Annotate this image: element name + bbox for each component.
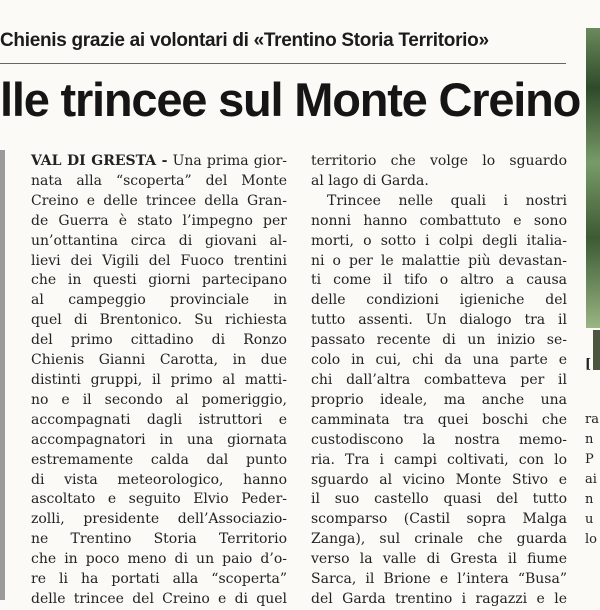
- text-line: Zanga), sul crinale che guarda: [311, 531, 567, 548]
- text-line: camminata tra quei boschi che: [311, 411, 567, 428]
- text-line: ti come il tifo o altro a causa: [311, 272, 567, 289]
- text-line: accompagnati dagli istruttori e: [31, 411, 287, 428]
- text-line: Creino e delle trincee della Gran-: [31, 192, 287, 209]
- text-line: un’ottantina circa di giovani al-: [31, 232, 287, 249]
- text-line: ria. Tra i campi coltivati, con lo: [311, 451, 567, 468]
- text-line: ni o per le malattie più devastan-: [311, 252, 567, 269]
- article-column-1: [31, 152, 287, 610]
- adjacent-article-edge: [585, 357, 600, 600]
- dateline: VAL DI GRESTA -: [31, 153, 168, 169]
- text-line: custodiscono la nostra memo-: [311, 431, 567, 448]
- text-line: scomparso (Castil sopra Malga: [311, 511, 567, 528]
- text-line: Chienis Gianni Carotta, in due: [31, 352, 287, 369]
- text-line: del Garda trentino i ragazzi e le: [311, 590, 567, 607]
- edge-fragment: ra: [585, 412, 599, 427]
- text-line: che in questi giorni partecipano: [31, 272, 287, 289]
- text-line: distinti gruppi, il primo al matti-: [31, 371, 287, 388]
- text-line: Trincee nelle quali i nostri: [327, 192, 567, 209]
- text-line: [31, 152, 287, 172]
- photo-edge: [586, 28, 600, 328]
- text-line: del primo cittadino di Ronzo: [31, 332, 287, 349]
- text-line: che in poco meno di un paio d’o-: [31, 551, 287, 568]
- edge-fragment: n: [585, 432, 594, 447]
- text-line: delle trincee del Creino e di quel: [31, 590, 287, 607]
- text-line: al lago di Garda.: [311, 172, 429, 189]
- edge-fragment: P: [585, 452, 594, 467]
- article-headline: lle trincee sul Monte Creino: [0, 73, 581, 126]
- text-line: proprio ideale, ma anche una: [311, 391, 567, 408]
- edge-fragment: u: [585, 512, 594, 527]
- text-line: nonni hanno combattuto e sono: [311, 212, 567, 229]
- left-column-rule: [0, 150, 5, 600]
- text-line: tutto assenti. Un dialogo tra il: [311, 312, 567, 329]
- text-line: nata alla “scoperta” del Monte: [31, 172, 287, 189]
- text-line: verso la valle di Gresta il fiume: [311, 551, 567, 568]
- text-line: zolli, presidente dell’Associazio-: [31, 511, 287, 528]
- text-line: colo in cui, chi da una parte e: [311, 352, 567, 369]
- edge-bracket: [: [585, 357, 592, 372]
- text-line: il suo castello quasi del tutto: [311, 491, 567, 508]
- edge-fragment: ai: [585, 472, 597, 487]
- text-line: de Guerra è stato l’impegno per: [31, 212, 287, 229]
- text-line-body: Una prima gior-: [167, 153, 287, 169]
- text-line: ascoltato e seguito Elvio Peder-: [31, 491, 287, 508]
- text-line: lievi dei Vigili del Fuoco trentini: [31, 252, 287, 269]
- text-line: di vista meteorologico, hanno: [31, 471, 287, 488]
- text-line: accompagnatori in una giornata: [31, 431, 287, 448]
- text-line: chi dall’altra combatteva per il: [311, 371, 567, 388]
- text-line: estremamente calda dal punto: [31, 451, 287, 468]
- kicker-divider: [0, 63, 566, 64]
- article-column-2: [311, 152, 567, 610]
- text-line: re li ha portati alla “scoperta”: [31, 571, 287, 588]
- text-line: Sarca, il Brione e l’intera “Busa”: [311, 571, 567, 588]
- text-line: sguardo al vicino Monte Stivo e: [311, 471, 567, 488]
- edge-fragment: n: [585, 492, 594, 507]
- text-line: ne Trentino Storia Territorio: [31, 531, 287, 548]
- edge-fragment: lo: [585, 532, 597, 547]
- article-kicker: Chienis grazie ai volontari di «Trentino Storia Territorio»: [0, 30, 489, 51]
- text-line: quel di Brentonico. Su richiesta: [31, 312, 287, 329]
- text-line: al campeggio provinciale in: [31, 292, 287, 309]
- photo-caption-bar: [593, 330, 600, 370]
- text-line: passato recente di un inizio se-: [311, 332, 567, 349]
- text-line: morti, o sotto i colpi degli italia-: [311, 232, 567, 249]
- text-line: no e il secondo al pomeriggio,: [31, 391, 287, 408]
- text-line: territorio che volge lo sguardo: [311, 153, 567, 169]
- text-line: delle condizioni igieniche del: [311, 292, 567, 309]
